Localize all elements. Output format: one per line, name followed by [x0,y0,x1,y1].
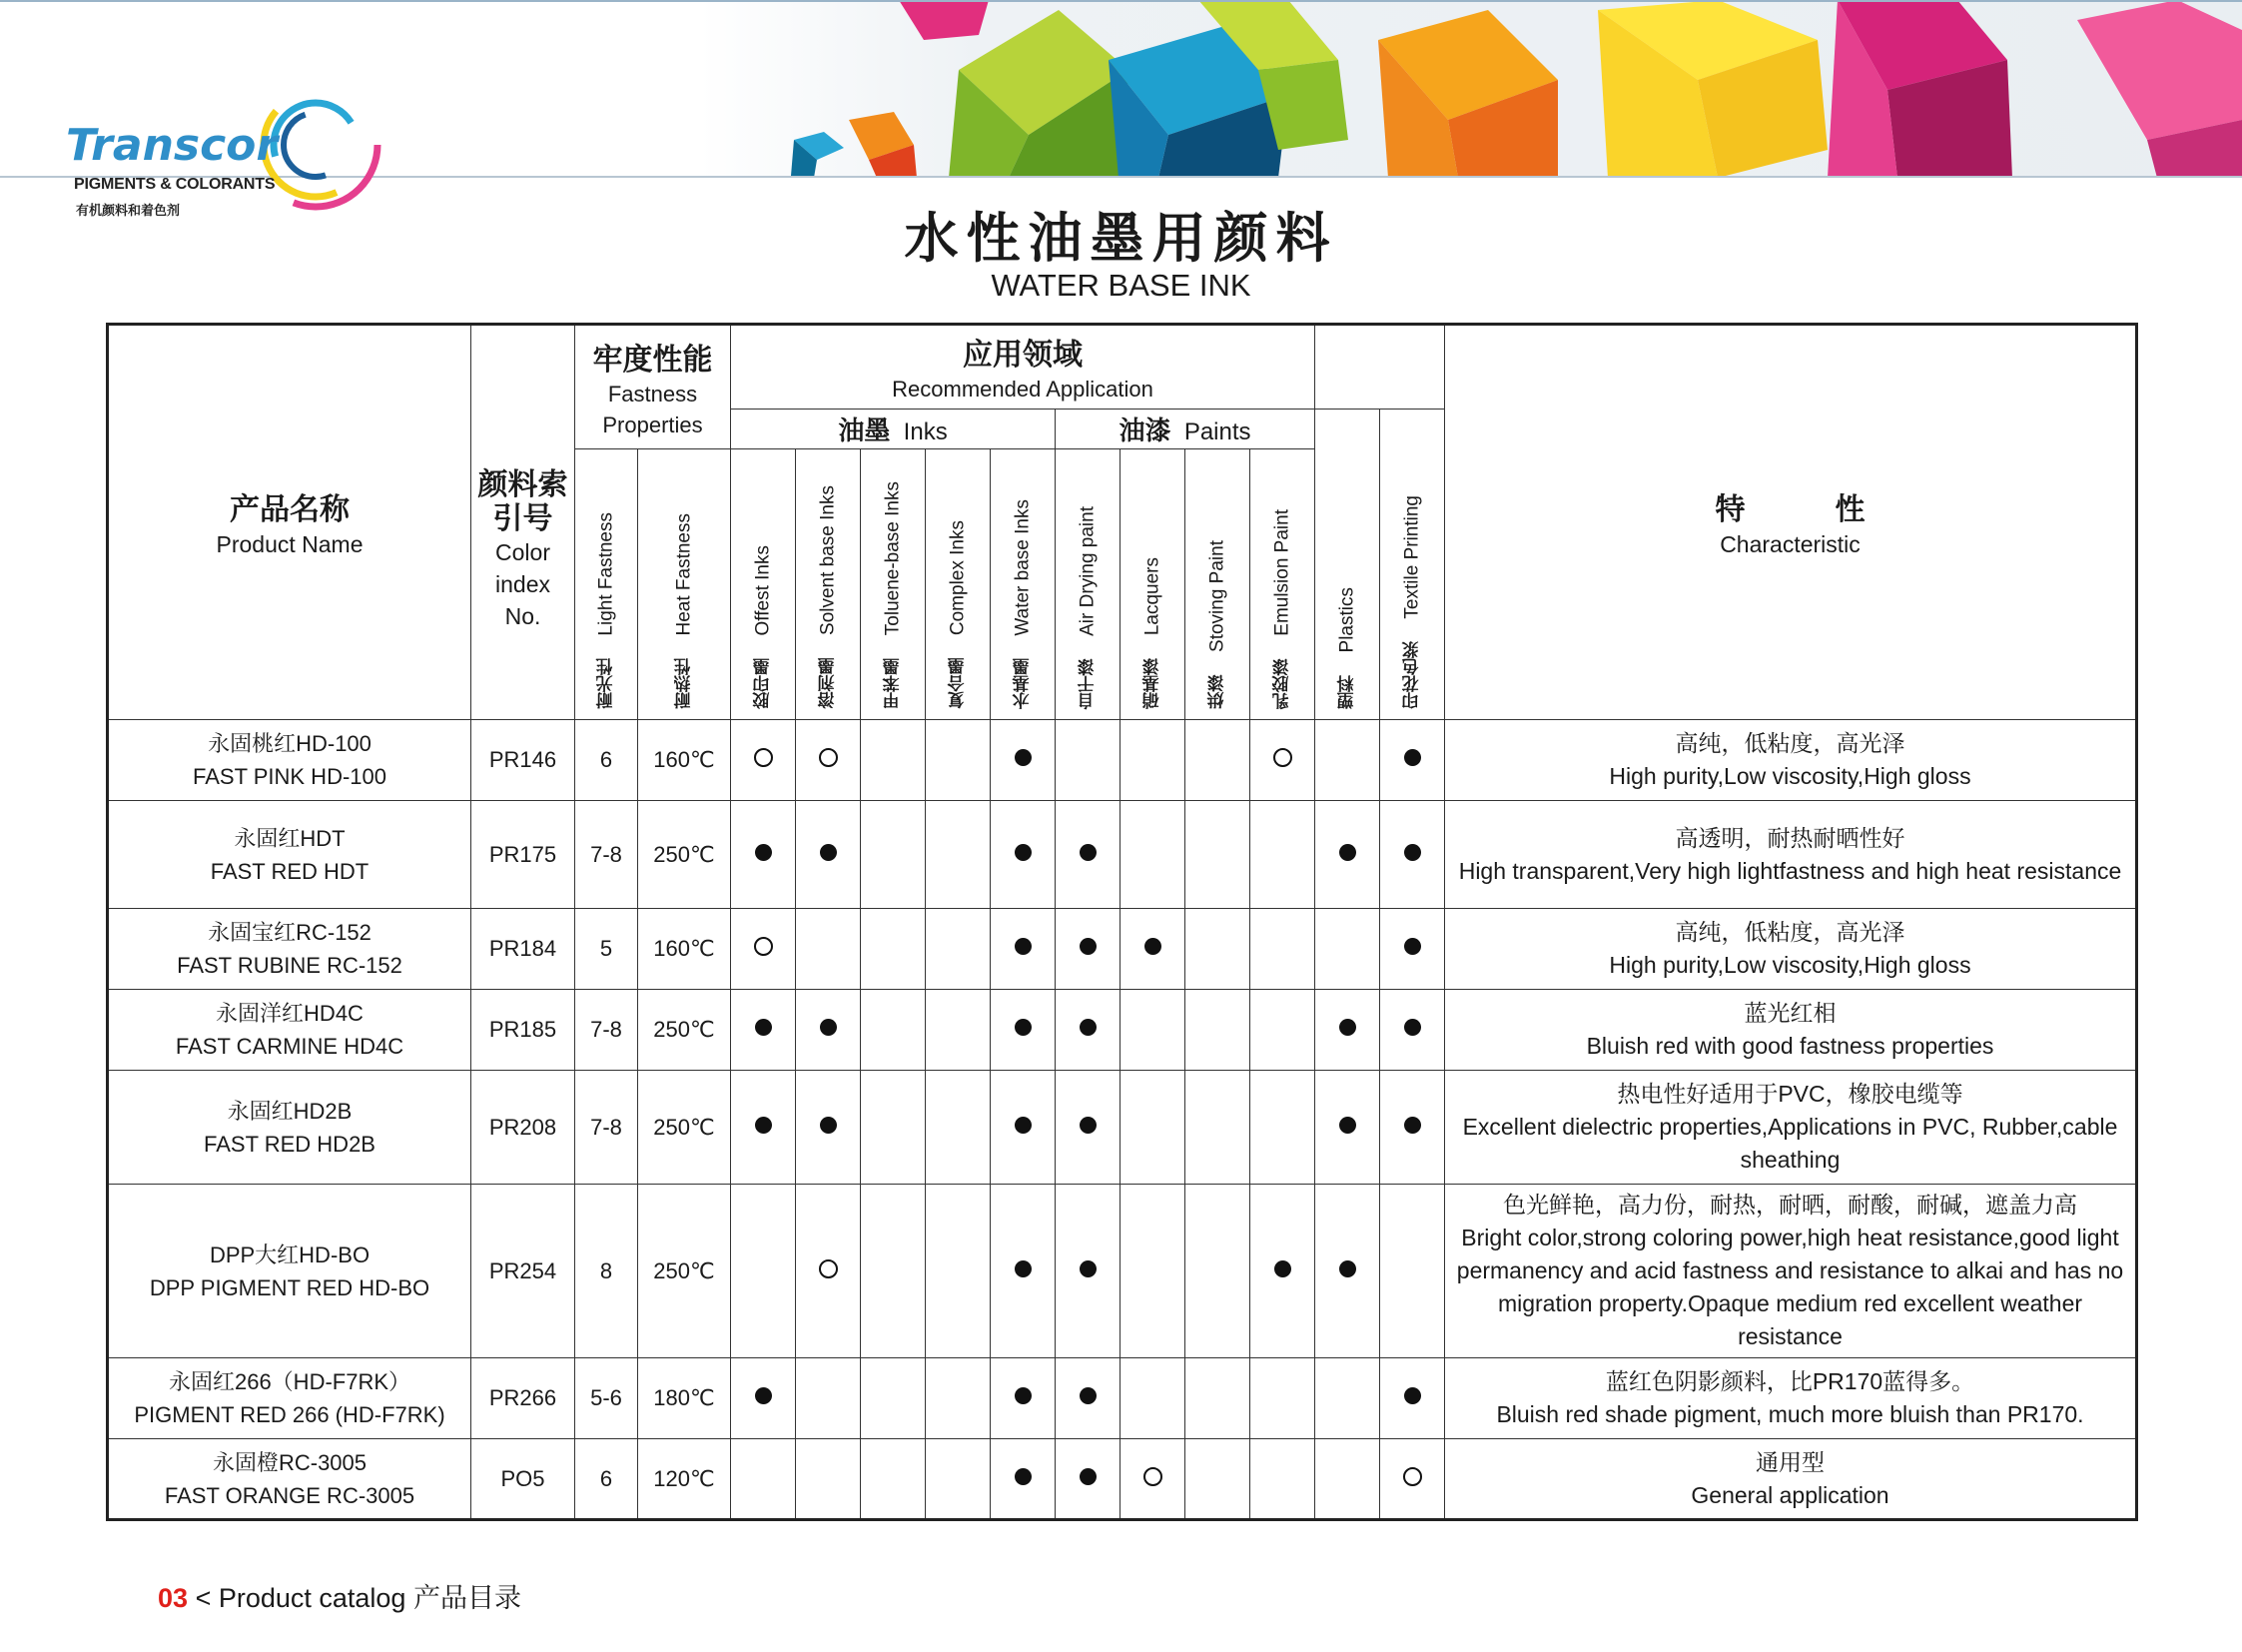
application-cell [1380,1439,1445,1520]
application-cell [1380,801,1445,909]
application-cell [1121,1358,1185,1439]
recommended-dot-icon [1080,1019,1097,1036]
product-name-cn: 永固红266（HD-F7RK） [168,1369,411,1394]
application-cell [1056,1439,1121,1520]
characteristic-cn: 蓝红色阴影颜料，比PR170蓝得多。 [1605,1368,1975,1394]
heat-fastness: 180℃ [653,1385,715,1410]
application-cell [1185,1439,1250,1520]
product-name-cn: 永固红HD2B [227,1098,353,1124]
application-cell [1250,990,1315,1071]
recommended-dot-icon [1015,1260,1032,1277]
recommended-dot-icon [1339,844,1356,861]
light-fastness: 7-8 [590,1017,622,1042]
recommended-dot-icon [1015,844,1032,861]
light-fastness-cell [575,1185,638,1358]
characteristic-en: General application [1691,1481,1889,1508]
recommended-dot-icon [820,844,837,861]
recommended-dot-icon [1015,1019,1032,1036]
product-name-en: FAST CARMINE HD4C [175,1034,404,1059]
application-cell [926,1185,991,1358]
characteristic-cn: 热电性好适用于PVC，橡胶电缆等 [1617,1081,1963,1107]
recommended-dot-icon [1404,749,1421,766]
application-cell [1121,1071,1185,1185]
header-col-textile: 印花色浆 Textile Printing [1380,410,1445,720]
product-name-cell [108,990,471,1071]
product-name-en: FAST RED HD2B [204,1131,375,1157]
characteristic-cn: 通用型 [1756,1448,1825,1475]
application-cell [731,1358,796,1439]
application-cell [796,720,861,801]
heat-fastness-cell [638,990,731,1071]
header-col-lacquers: 硝基漆 Lacquers [1121,449,1185,720]
recommended-dot-icon [1080,844,1097,861]
header-col-heat: 耐热性 Heat Fastness [638,449,731,720]
table-row [108,1071,2137,1185]
header-col-complex: 复合墨 Complex Inks [926,449,991,720]
application-cell [1185,720,1250,801]
recommended-dot-icon [1404,1387,1421,1404]
application-cell [1056,801,1121,909]
light-fastness: 8 [599,1257,613,1283]
color-index: PR146 [488,747,557,772]
application-cell [861,720,926,801]
characteristic-cell [1445,909,2137,990]
application-cell [926,801,991,909]
recommended-dot-icon [1404,1117,1421,1134]
application-cell [1380,1185,1445,1358]
heat-fastness-cell [638,1358,731,1439]
recommended-dot-icon [1339,1019,1356,1036]
color-index: PR184 [488,936,557,961]
application-cell [1121,1185,1185,1358]
application-cell [991,720,1056,801]
recommended-dot-icon [1339,1117,1356,1134]
color-index-cell [471,1071,575,1185]
light-fastness-cell [575,990,638,1071]
header-col-toluene: 甲苯墨 Toluene-base Inks [861,449,926,720]
characteristic-en: High purity,Low viscosity,High gloss [1609,952,1971,978]
recommended-dot-icon [755,844,772,861]
application-cell [731,1071,796,1185]
recommended-dot-icon [1274,1260,1291,1277]
characteristic-en: High purity,Low viscosity,High gloss [1609,763,1971,789]
application-cell [926,1071,991,1185]
application-cell [1380,1071,1445,1185]
heat-fastness: 250℃ [653,1257,715,1283]
heat-fastness: 250℃ [653,1017,715,1042]
characteristic-cn: 色光鲜艳，高力份，耐热，耐晒，耐酸，耐碱，遮盖力高 [1503,1192,2077,1218]
application-cell [1121,990,1185,1071]
application-cell [1315,1071,1380,1185]
application-cell [1250,1439,1315,1520]
recommended-dot-icon [1080,1387,1097,1404]
application-cell [1056,1185,1121,1358]
application-cell [1315,1185,1380,1358]
product-name-cell [108,909,471,990]
application-cell [1056,990,1121,1071]
application-cell [991,1071,1056,1185]
characteristic-cell [1445,990,2137,1071]
light-fastness-cell [575,1071,638,1185]
application-cell [1315,909,1380,990]
heat-fastness: 250℃ [653,1114,715,1140]
recommended-dot-icon [1015,749,1032,766]
application-cell [991,990,1056,1071]
characteristic-cn: 高透明，耐热耐晒性好 [1675,824,1905,851]
application-cell [796,1071,861,1185]
product-name-cn: 永固橙RC-3005 [212,1449,368,1475]
product-table [106,323,2138,1521]
characteristic-cn: 高纯，低粘度，高光泽 [1675,919,1905,945]
suitable-circle-icon [754,748,773,767]
application-cell [1185,801,1250,909]
product-name-en: FAST ORANGE RC-3005 [164,1482,415,1508]
page-title-en: WATER BASE INK [991,268,1251,303]
color-index-cell [471,720,575,801]
application-cell [1315,1358,1380,1439]
product-name-cn: 永固宝红RC-152 [208,920,372,945]
brand-tagline: PIGMENTS & COLORANTS [74,176,276,193]
light-fastness: 5 [599,936,613,961]
header-col-water: 水基墨 Water base Inks [991,449,1056,720]
page-title-cn: 水性油墨用颜料 [904,207,1338,270]
characteristic-en: Bright color,strong coloring power,high heat resistance,good light permanency and acid fastness and resistance to alkai and has no migration property.Opaque medium red excellent weather resistance [1456,1225,2124,1349]
light-fastness-cell [575,1439,638,1520]
application-cell [1250,720,1315,801]
header-col-offset: 胶印墨 Offest Inks [731,449,796,720]
application-cell [991,1439,1056,1520]
characteristic-cn: 蓝光红相 [1744,1000,1837,1026]
application-cell [1056,1358,1121,1439]
characteristic-en: High transparent,Very high lightfastness and high heat resistance [1458,857,2122,884]
application-cell [1250,1358,1315,1439]
application-cell [731,1439,796,1520]
application-cell [926,1358,991,1439]
application-cell [1056,909,1121,990]
recommended-dot-icon [1144,938,1161,955]
application-cell [1315,1439,1380,1520]
light-fastness-cell [575,909,638,990]
application-cell [796,1358,861,1439]
product-name-cell [108,1185,471,1358]
color-index: PR175 [488,841,557,867]
heat-fastness-cell [638,909,731,990]
application-cell [926,909,991,990]
recommended-dot-icon [1404,938,1421,955]
color-index-cell [471,909,575,990]
application-cell [1121,909,1185,990]
color-index-cell [471,1185,575,1358]
recommended-dot-icon [755,1117,772,1134]
heat-fastness-cell [638,1439,731,1520]
light-fastness: 6 [599,747,613,772]
application-cell [991,909,1056,990]
product-name-cn: 永固桃红HD-100 [208,731,372,756]
color-index-cell [471,801,575,909]
application-cell [1121,720,1185,801]
application-cell [1121,801,1185,909]
application-cell [1380,720,1445,801]
footer-text: < Product catalog 产品目录 [195,1583,521,1613]
header-blank [1315,325,1445,410]
application-cell [1380,990,1445,1071]
recommended-dot-icon [1015,938,1032,955]
application-cell [926,720,991,801]
suitable-circle-icon [819,1259,838,1278]
application-cell [796,801,861,909]
brand-tagline-cn: 有机颜料和着色剂 [76,203,181,218]
characteristic-cell [1445,1358,2137,1439]
table-row [108,1358,2137,1439]
application-cell [1185,1071,1250,1185]
application-cell [796,1185,861,1358]
recommended-dot-icon [1015,1387,1032,1404]
header-col-stoving: 烘漆 Stoving Paint [1185,449,1250,720]
application-cell [1185,1185,1250,1358]
heat-fastness: 160℃ [653,936,715,961]
suitable-circle-icon [1143,1467,1162,1486]
heat-fastness: 250℃ [653,841,715,867]
characteristic-cell [1445,720,2137,801]
banner-top-line [0,0,2242,2]
color-index-cell [471,1358,575,1439]
light-fastness: 7-8 [590,841,622,867]
header-inks-group: 油墨 Inks [731,410,1056,449]
application-cell [1250,801,1315,909]
application-cell [926,1439,991,1520]
light-fastness: 5-6 [590,1385,622,1410]
application-cell [1380,909,1445,990]
suitable-circle-icon [1403,1467,1422,1486]
characteristic-cell [1445,1439,2137,1520]
characteristic-cell [1445,1185,2137,1358]
application-cell [1315,801,1380,909]
application-cell [991,1185,1056,1358]
product-table-wrapper [106,323,2138,1521]
application-cell [731,909,796,990]
color-index-cell [471,1439,575,1520]
application-cell [861,990,926,1071]
application-cell [861,909,926,990]
color-index: PR208 [488,1114,557,1140]
application-cell [796,990,861,1071]
application-cell [731,720,796,801]
product-name-cn: DPP大红HD-BO [209,1241,371,1267]
color-index-cell [471,990,575,1071]
recommended-dot-icon [1015,1117,1032,1134]
characteristic-en: Bluish red with good fastness properties [1586,1033,1994,1059]
table-row [108,720,2137,801]
application-cell [1185,990,1250,1071]
application-cell [1121,1439,1185,1520]
suitable-circle-icon [754,937,773,956]
recommended-dot-icon [1404,844,1421,861]
light-fastness-cell [575,1358,638,1439]
application-cell [796,1439,861,1520]
header-col-emulsion: 乳胶漆 Emulsion Paint [1250,449,1315,720]
application-cell [861,1358,926,1439]
application-cell [861,801,926,909]
characteristic-en: Excellent dielectric properties,Applications in PVC, Rubber,cable sheathing [1462,1114,2118,1173]
application-cell [1056,720,1121,801]
page-number: 03 [158,1583,189,1613]
product-name-en: FAST PINK HD-100 [193,764,386,789]
heat-fastness-cell [638,801,731,909]
header-paints-group: 油漆 Paints [1056,410,1315,449]
application-cell [731,1185,796,1358]
table-row [108,1439,2137,1520]
header-col-solvent: 溶剂墨 Solvent base Inks [796,449,861,720]
header-application: 应用领域 Recommended Application [731,325,1315,410]
header-product-name: 产品名称 Product Name [108,325,471,720]
application-cell [731,990,796,1071]
application-cell [1250,909,1315,990]
recommended-dot-icon [1080,1260,1097,1277]
application-cell [991,801,1056,909]
application-cell [991,1358,1056,1439]
application-cell [926,990,991,1071]
product-name-cell [108,1071,471,1185]
header-col-light: 耐光性 Light Fastness [575,449,638,720]
application-cell [1250,1185,1315,1358]
heat-fastness-cell [638,720,731,801]
product-table-body [108,720,2137,1520]
recommended-dot-icon [1404,1019,1421,1036]
application-cell [1380,1358,1445,1439]
application-cell [1250,1071,1315,1185]
recommended-dot-icon [1080,938,1097,955]
suitable-circle-icon [819,748,838,767]
application-cell [861,1185,926,1358]
recommended-dot-icon [820,1117,837,1134]
product-name-cn: 永固红HDT [234,825,346,851]
characteristic-cn: 高纯，低粘度，高光泽 [1675,730,1905,756]
characteristic-cell [1445,1071,2137,1185]
light-fastness-cell [575,801,638,909]
light-fastness: 7-8 [590,1114,622,1140]
recommended-dot-icon [820,1019,837,1036]
header-fastness: 牢度性能 Fastness Properties [575,325,731,449]
product-name-en: PIGMENT RED 266 (HD-F7RK) [134,1402,445,1427]
recommended-dot-icon [1080,1468,1097,1485]
application-cell [731,801,796,909]
header-col-airdry: 自干漆 Air Drying paint [1056,449,1121,720]
application-cell [1056,1071,1121,1185]
color-index: PO5 [500,1465,545,1491]
recommended-dot-icon [755,1019,772,1036]
header-color-index: 颜料索引号 Color index No. [471,325,575,720]
header-col-plastics: 塑料 Plastics [1315,410,1380,720]
brand-name: Transcor [66,120,279,171]
color-index: PR266 [488,1385,557,1410]
product-name-en: DPP PIGMENT RED HD-BO [149,1274,430,1300]
page-footer [158,1576,521,1615]
product-name-cn: 永固洋红HD4C [216,1001,364,1026]
characteristic-en: Bluish red shade pigment, much more bluish than PR170. [1496,1401,2084,1427]
product-name-en: FAST RUBINE RC-152 [177,953,402,978]
light-fastness-cell [575,720,638,801]
heat-fastness: 160℃ [653,747,715,772]
table-row [108,801,2137,909]
product-name-cell [108,1358,471,1439]
characteristic-cell [1445,801,2137,909]
heat-fastness-cell [638,1185,731,1358]
recommended-dot-icon [1339,1260,1356,1277]
heat-fastness-cell [638,1071,731,1185]
suitable-circle-icon [1273,748,1292,767]
header-characteristic: 特 性 Characteristic [1445,325,2137,720]
table-row [108,1185,2137,1358]
application-cell [861,1071,926,1185]
application-cell [1315,720,1380,801]
color-index: PR185 [488,1017,557,1042]
heat-fastness: 120℃ [653,1465,715,1491]
application-cell [1185,1358,1250,1439]
table-row [108,909,2137,990]
application-cell [861,1439,926,1520]
product-name-cell [108,720,471,801]
application-cell [1315,990,1380,1071]
product-name-cell [108,1439,471,1520]
table-row [108,990,2137,1071]
recommended-dot-icon [755,1387,772,1404]
light-fastness: 6 [599,1465,613,1491]
recommended-dot-icon [1080,1117,1097,1134]
application-cell [1185,909,1250,990]
application-cell [796,909,861,990]
product-name-cell [108,801,471,909]
product-name-en: FAST RED HDT [210,858,370,884]
recommended-dot-icon [1015,1468,1032,1485]
color-index: PR254 [488,1257,557,1283]
